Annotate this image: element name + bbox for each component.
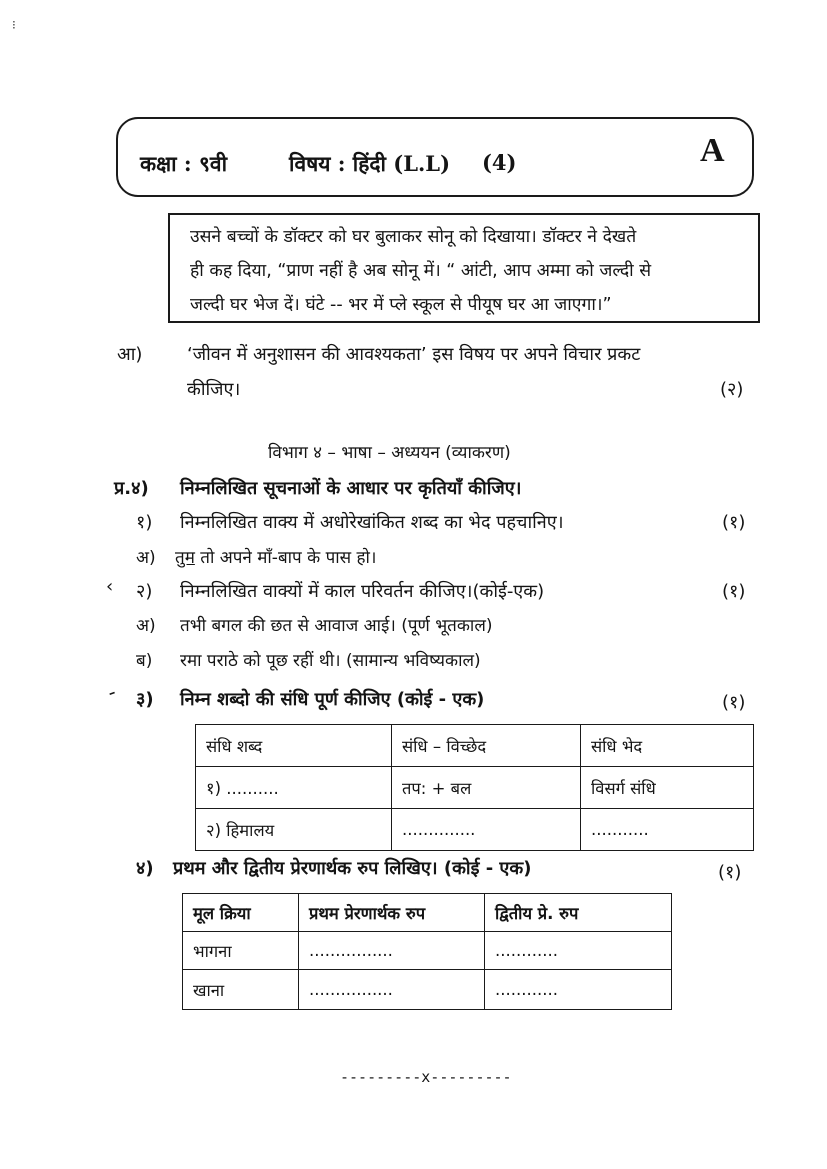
table-cell: ................ — [299, 970, 485, 1010]
sub4-marks: (१) — [718, 862, 742, 883]
table-cell: ............ — [485, 970, 672, 1010]
table-header-cell: संधि – विच्छेद — [392, 725, 581, 767]
question-aa-marks: (२) — [720, 379, 744, 400]
footer-end-mark: ---------x--------- — [340, 1068, 512, 1086]
table-header-cell: द्वितीय प्रे. रुप — [485, 894, 672, 932]
table-header-row — [183, 894, 672, 932]
table-row — [196, 767, 754, 809]
sub3-marks: (१) — [722, 692, 746, 713]
passage-line-3: जल्दी घर भेज दें। घंटे -- भर में प्ले स्कूल से पीयूष घर आ जाएगा।” — [190, 295, 612, 315]
table-cell: खाना — [183, 970, 299, 1010]
table-header-cell: मूल क्रिया — [183, 894, 299, 932]
table-cell: भागना — [183, 932, 299, 970]
margin-tick: ‹ — [106, 576, 114, 597]
table-cell: विसर्ग संधि — [581, 767, 754, 809]
table-header-cell: संधि शब्द — [196, 725, 392, 767]
sub2-item-2: रमा पराठे को पूछ रहीं थी। (सामान्य भविष्यकाल) — [180, 651, 481, 671]
table-cell: ............ — [485, 932, 672, 970]
margin-tick: - — [104, 679, 120, 705]
table-row — [196, 809, 754, 851]
sub2-number: २) — [136, 581, 153, 602]
section-title: विभाग ४ – भाषा – अध्ययन (व्याकरण) — [268, 443, 511, 463]
passage-line-1: उसने बच्चों के डॉक्टर को घर बुलाकर सोनू को दिखाया। डॉक्टर ने देखते — [190, 227, 637, 247]
passage-line-2: ही कह दिया, “प्राण नहीं है अब सोनू में। “ आंटी, आप अम्मा को जल्दी से — [190, 261, 652, 281]
sub1-item-rest: तो अपने माँ-बाप के पास हो। — [194, 548, 377, 568]
table-cell: ........... — [581, 809, 754, 851]
sub1-number: १) — [136, 512, 153, 533]
table-cell: ................ — [299, 932, 485, 970]
table-header-cell: प्रथम प्रेरणार्थक रुप — [299, 894, 485, 932]
table-header-row — [196, 725, 754, 767]
table-row — [183, 932, 672, 970]
table-header-cell: संधि भेद — [581, 725, 754, 767]
set-code: A — [700, 132, 725, 169]
table-cell: .............. — [392, 809, 581, 851]
scan-mark: ⁝ — [12, 18, 16, 32]
sub3-text: निम्न शब्दो की संधि पूर्ण कीजिए (कोई - एक) — [180, 689, 485, 710]
paper-code: (4) — [482, 150, 517, 175]
sub2-marks: (१) — [722, 581, 746, 602]
sub4-text: प्रथम और द्वितीय प्रेरणार्थक रुप लिखिए। (कोई - एक) — [173, 858, 532, 879]
q4-number: प्र.४) — [114, 478, 149, 499]
sub1-item-label: अ) — [136, 548, 156, 568]
sub1-marks: (१) — [722, 512, 746, 533]
sub2-item-1-label: अ) — [136, 616, 156, 636]
subject-label: विषय : हिंदी (L.L) — [289, 151, 451, 176]
table-row — [183, 970, 672, 1010]
sub2-text: निम्नलिखित वाक्यों में काल परिवर्तन कीजिए।(कोई-एक) — [180, 581, 545, 602]
question-aa-line2: कीजिए। — [187, 379, 241, 400]
passage-box — [168, 213, 760, 323]
sub1-text: निम्नलिखित वाक्य में अधोरेखांकित शब्द का भेद पहचानिए। — [180, 512, 564, 533]
table-cell: तप: + बल — [392, 767, 581, 809]
underlined-word: तुम — [175, 548, 195, 568]
sub2-item-1: तभी बगल की छत से आवाज आई। (पूर्ण भूतकाल) — [180, 616, 493, 636]
sub3-number: ३) — [136, 689, 154, 710]
sandhi-table — [195, 724, 754, 851]
q4-text: निम्नलिखित सूचनाओं के आधार पर कृतियाँ कीजिए। — [180, 478, 522, 499]
sub4-number: ४) — [136, 858, 154, 879]
sub1-item — [175, 545, 376, 568]
sub2-item-2-label: ब) — [136, 651, 153, 671]
prerana-table — [182, 893, 672, 1010]
question-aa-number: आ) — [117, 344, 143, 365]
question-aa-line1: ‘जीवन में अनुशासन की आवश्यकता’ इस विषय पर अपने विचार प्रकट — [187, 344, 641, 365]
table-cell: २) हिमालय — [196, 809, 392, 851]
class-label: कक्षा : ९वी — [140, 151, 228, 176]
table-cell: १) .......... — [196, 767, 392, 809]
